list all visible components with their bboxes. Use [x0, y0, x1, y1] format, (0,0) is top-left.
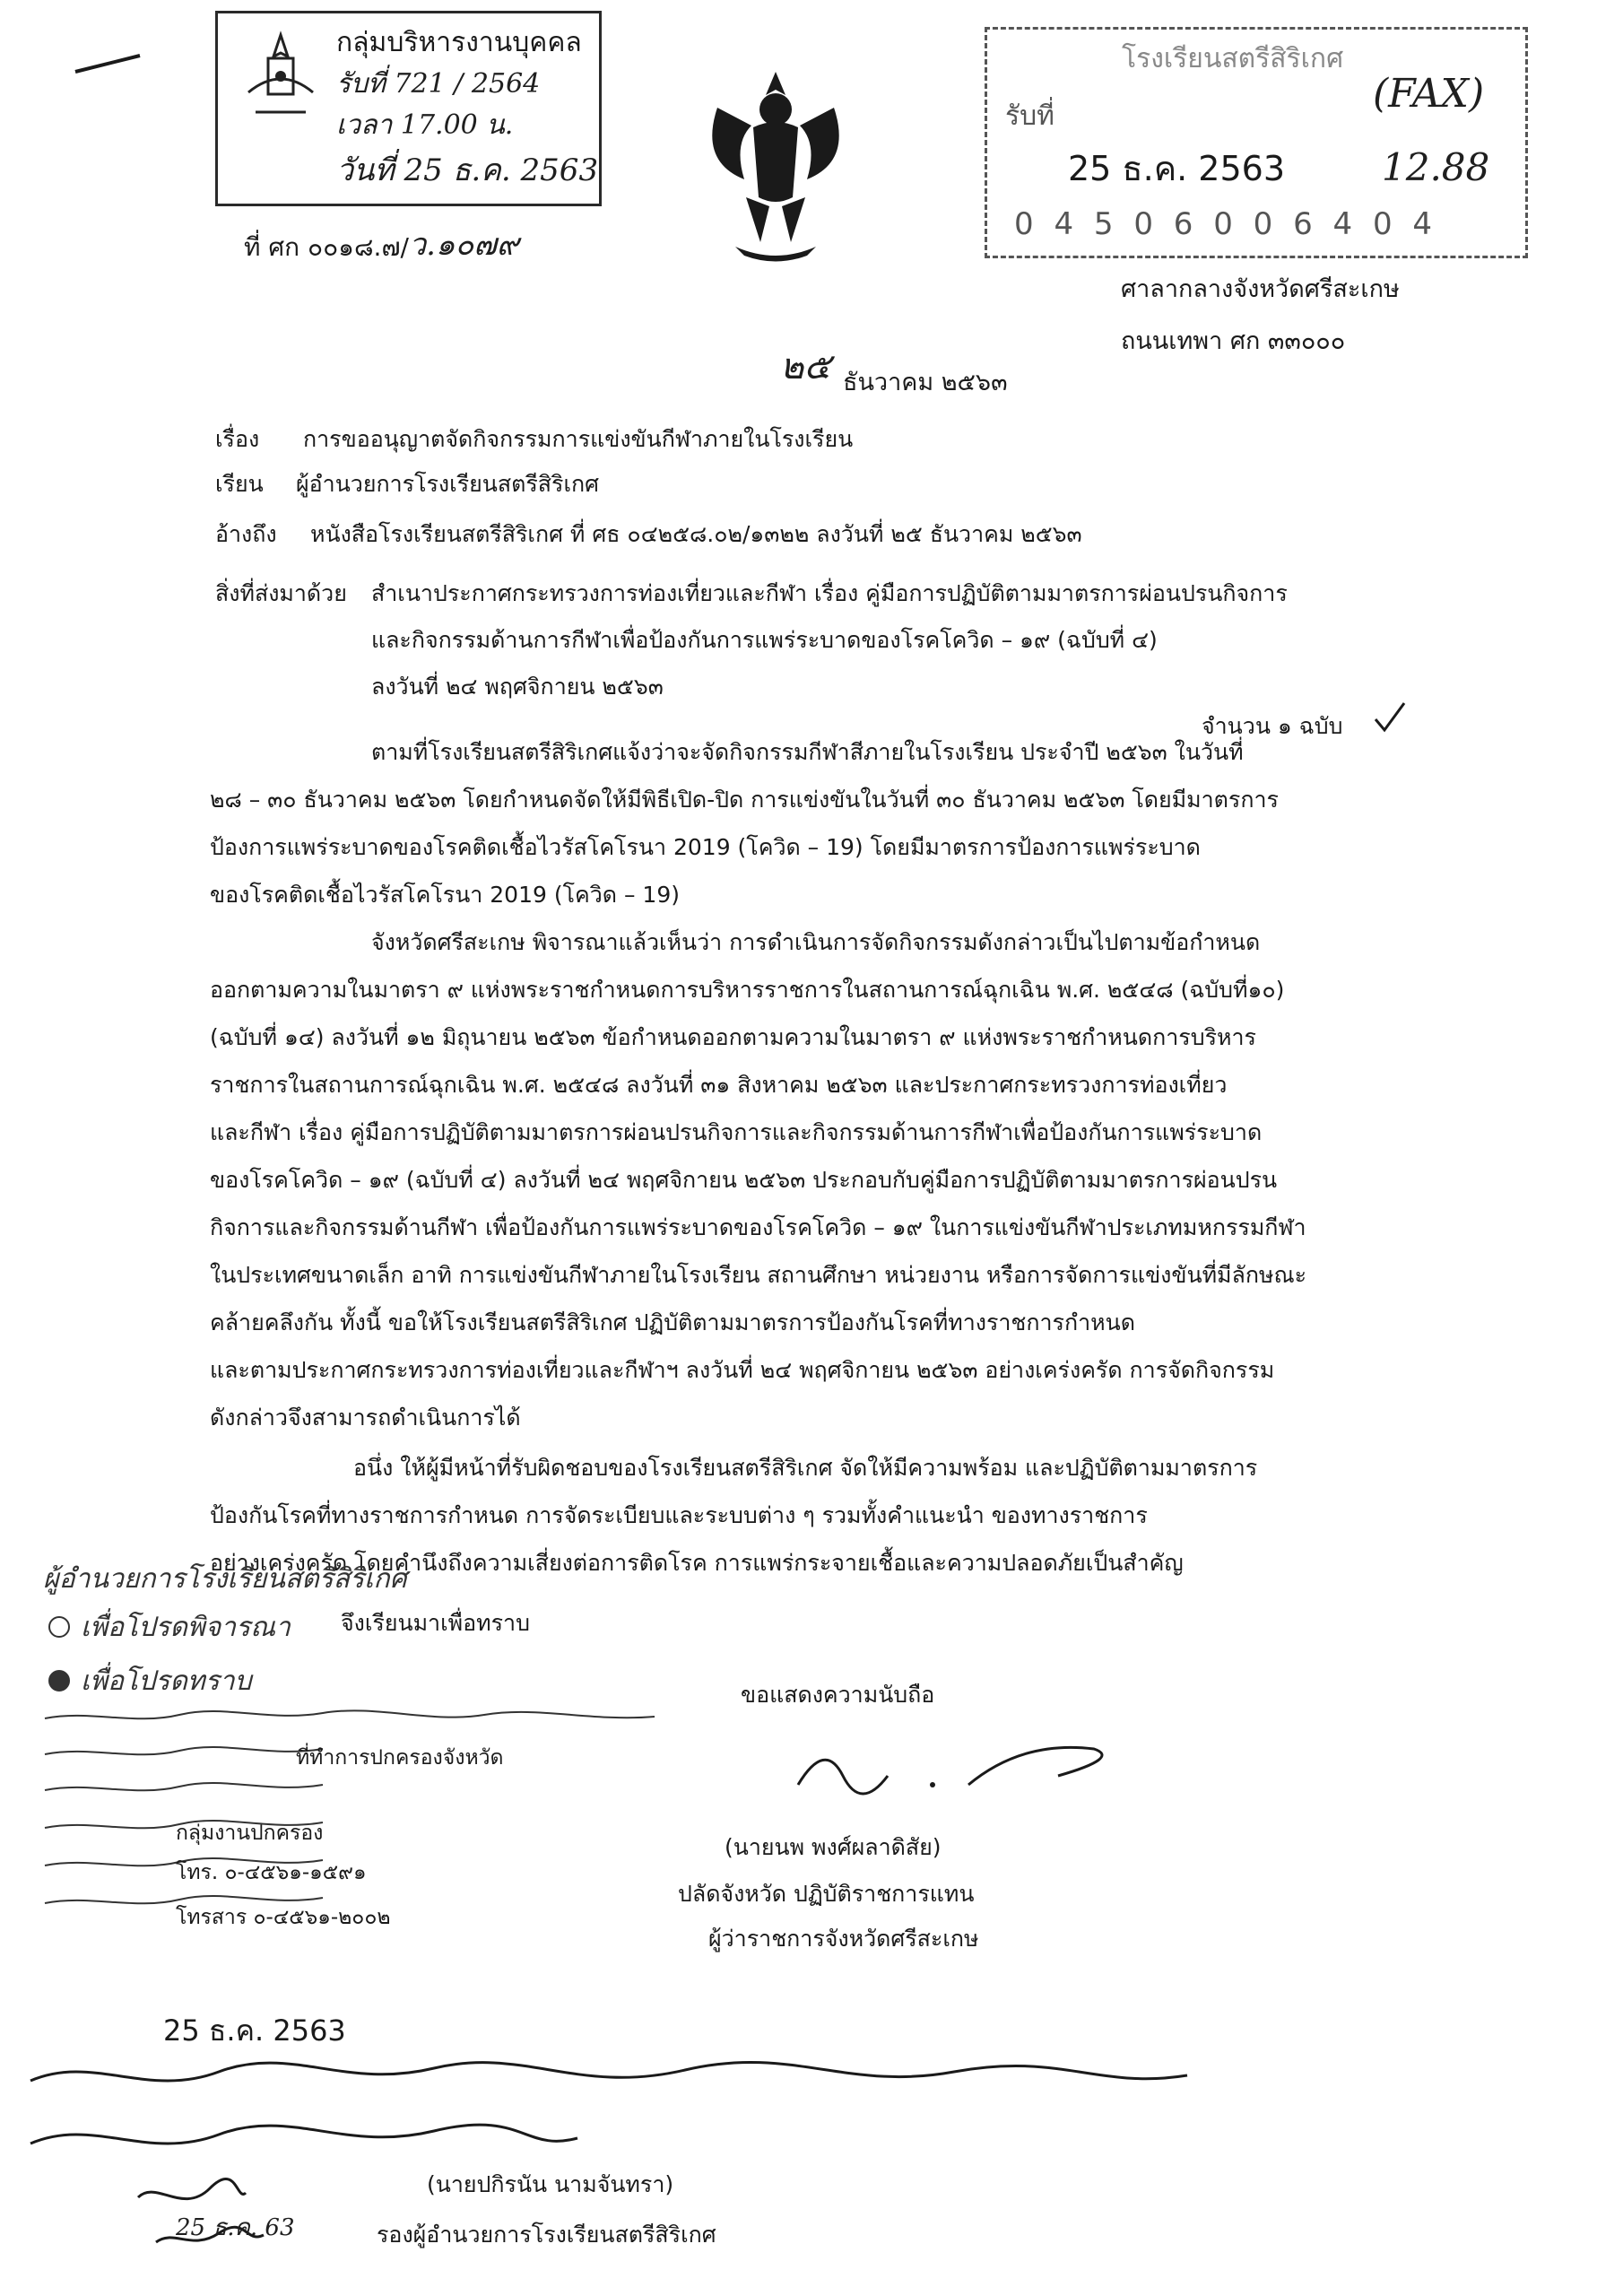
closing-regards: ขอแสดงความนับถือ [741, 1682, 935, 1708]
emblem-icon [239, 30, 322, 128]
stamp-left-org: กลุ่มบริหารงานบุคคล [336, 27, 582, 58]
signer-title: ปลัดจังหวัด ปฏิบัติราชการแทน [678, 1881, 975, 1907]
enclosure-label: สิ่งที่ส่งมาด้วย [215, 580, 347, 606]
paragraph-line: อย่างเคร่งครัด โดยคำนึงถึงความเสี่ยงต่อการติดโรค การแพร่กระจายเชื้อและความปลอดภัยเป็นสำคัญ [210, 1550, 1184, 1576]
date-text: ธันวาคม ๒๕๖๓ [843, 369, 1008, 396]
signer-name: (นายนพ พงศ์ผลาดิสัย) [725, 1834, 942, 1860]
paragraph-line: ออกตามความในมาตรา ๙ แห่งพระราชกำหนดการบริหารราชการในสถานการณ์ฉุกเฉิน พ.ศ. ๒๕๔๘ (ฉบับที่๑๐) [210, 977, 1285, 1003]
stamp-right-date: 25 ธ.ค. 2563 [1068, 149, 1285, 188]
paragraph-line: จังหวัดศรีสะเกษ พิจารณาแล้วเห็นว่า การดำเนินการจัดกิจกรรมดังกล่าวเป็นไปตามข้อกำหนด [371, 929, 1261, 955]
enclosure-line: ลงวันที่ ๒๔ พฤศจิกายน ๒๕๖๓ [371, 674, 664, 700]
option-circle-checked-icon [48, 1670, 70, 1692]
deputy-date-handwritten: 25 ธ.ค. 63 [176, 2214, 295, 2241]
paragraph-line: ของโรคโควิด – ๑๙ (ฉบับที่ ๔) ลงวันที่ ๒๔ พฤศจิกายน ๒๕๖๓ ประกอบกับคู่มือการปฏิบัติตามมาตรการผ่อนปรน [210, 1167, 1278, 1193]
annotation-header: ผู้อำนวยการโรงเรียนสตรีสิริเกศ [43, 1563, 407, 1595]
paragraph-line: ตามที่โรงเรียนสตรีสิริเกศแจ้งว่าจะจัดกิจกรรมกีฬาสีภายในโรงเรียน ประจำปี ๒๕๖๓ ในวันที่ [371, 739, 1244, 765]
reference-label: อ้างถึง [215, 521, 277, 547]
footer-phone: โทร. ๐-๔๕๖๑-๑๕๙๑ [176, 1861, 367, 1884]
paragraph-line: ของโรคติดเชื้อไวรัสโคโรนา 2019 (โควิด – 19) [210, 882, 680, 908]
annotation-date-stamp: 25 ธ.ค. 2563 [163, 2013, 346, 2048]
paragraph-line: ราชการในสถานการณ์ฉุกเฉิน พ.ศ. ๒๕๔๘ ลงวันที่ ๓๑ สิงหาคม ๒๕๖๓ และประกาศกระทรวงการท่องเที่ยว [210, 1072, 1228, 1098]
stamp-right-received-label: รับที่ [1005, 100, 1055, 132]
enclosure-count: จำนวน ๑ ฉบับ [1202, 713, 1343, 739]
stamp-right-number: 0 4 5 0 6 0 0 6 4 0 4 [1014, 206, 1438, 242]
paragraph-line: (ฉบับที่ ๑๔) ลงวันที่ ๑๒ มิถุนายน ๒๕๖๓ ข้อกำหนดออกตามความในมาตรา ๙ แห่งพระราชกำหนดการบริหาร [210, 1024, 1256, 1050]
office-name: ศาลากลางจังหวัดศรีสะเกษ [1121, 275, 1400, 303]
office-address: ถนนเทพา ศก ๓๓๐๐๐ [1121, 327, 1346, 355]
footer-fax: โทรสาร ๐-๔๕๖๑-๒๐๐๒ [176, 1906, 391, 1929]
to-label: เรียน [215, 471, 264, 497]
paragraph-line: ป้องการแพร่ระบาดของโรคติดเชื้อไวรัสโคโรนา 2019 (โควิด – 19) โดยมีมาตรการป้องการแพร่ระบาด [210, 834, 1201, 860]
body-paragraph-1 [210, 728, 1384, 918]
paragraph-line: อนึ่ง ให้ผู้มีหน้าที่รับผิดชอบของโรงเรียนสตรีสิริเกศ จัดให้มีความพร้อม และปฏิบัติตามมาตรการ [353, 1455, 1258, 1481]
receipt-stamp-left [215, 11, 602, 206]
closing-inform: จึงเรียนมาเพื่อทราบ [341, 1610, 530, 1636]
stamp-left-received: รับที่ 721 / 2564 [336, 68, 541, 100]
enclosure-line: และกิจกรรมด้านการกีฬาเพื่อป้องกันการแพร่ระบาดของโรคโควิด – ๑๙ (ฉบับที่ ๔) [371, 627, 1158, 653]
body-paragraph-2 [210, 918, 1384, 1441]
document-number: ที่ ศก ๐๐๑๘.๗/ [244, 232, 409, 262]
subject: การขออนุญาตจัดกิจกรรมการแข่งขันกีฬาภายในโรงเรียน [303, 426, 854, 452]
stamp-left-time: เวลา 17.00 น. [336, 109, 514, 141]
margin-mark [72, 50, 143, 77]
footer-group: กลุ่มงานปกครอง [176, 1822, 324, 1845]
handwritten-note-scribble [36, 1702, 664, 1926]
paragraph-line: ป้องกันโรคที่ทางราชการกำหนด การจัดระเบียบและระบบต่าง ๆ รวมทั้งคำแนะนำ ของทางราชการ [210, 1502, 1148, 1528]
signature [789, 1722, 1130, 1821]
option-circle-icon [48, 1616, 70, 1638]
subject-label: เรื่อง [215, 426, 260, 452]
signer-title-2: ผู้ว่าราชการจังหวัดศรีสะเกษ [708, 1926, 979, 1952]
deputy-name: (นายปกิรนัน นามจันทรา) [427, 2171, 674, 2197]
reference: หนังสือโรงเรียนสตรีสิริเกศ ที่ ศธ ๐๔๒๕๘.๐๒/๑๓๒๒ ลงวันที่ ๒๕ ธันวาคม ๒๕๖๓ [310, 521, 1082, 547]
annotation-option-consider: เพื่อโปรดพิจารณา [81, 1612, 291, 1643]
enclosure-line: สำเนาประกาศกระทรวงการท่องเที่ยวและกีฬา เรื่อง คู่มือการปฏิบัติตามมาตรการผ่อนปรนกิจการ [371, 580, 1288, 606]
paragraph-line: ดังกล่าวจึงสามารถดำเนินการได้ [210, 1405, 521, 1431]
stamp-left-date: วันที่ 25 ธ.ค. 2563 [336, 152, 599, 188]
footer-office: ที่ทำการปกครองจังหวัด [296, 1746, 504, 1770]
paragraph-line: กิจการและกิจกรรมด้านกีฬา เพื่อป้องกันการแพร่ระบาดของโรคโควิด – ๑๙ ในการแข่งขันกีฬาประเภทมหกรรมกีฬา [210, 1214, 1306, 1240]
annotation-option-inform: เพื่อโปรดทราบ [81, 1665, 252, 1697]
paragraph-line: และกีฬา เรื่อง คู่มือการปฏิบัติตามมาตรการผ่อนปรนกิจการและกิจกรรมด้านการกีฬาเพื่อป้องกันการแพร่ระบาด [210, 1119, 1263, 1145]
paragraph-line: และตามประกาศกระทรวงการท่องเที่ยวและกีฬาฯ ลงวันที่ ๒๔ พฤศจิกายน ๒๕๖๓ อย่างเคร่งครัด การจัดกิจกรรม [210, 1357, 1275, 1383]
paragraph-line: คล้ายคลึงกัน ทั้งนี้ ขอให้โรงเรียนสตรีสิริเกศ ปฏิบัติตามมาตรการป้องกันโรคที่ทางราชการกำหนด [210, 1309, 1135, 1335]
paragraph-line: ๒๘ – ๓๐ ธันวาคม ๒๕๖๓ โดยกำหนดจัดให้มีพิธีเปิด-ปิด การแข่งขันในวันที่ ๓๐ ธันวาคม ๒๕๖๓ โดยมีมาตรการ [210, 787, 1279, 813]
receipt-stamp-right [985, 27, 1528, 258]
stamp-right-fax: (FAX) [1373, 71, 1485, 117]
stamp-right-org: โรงเรียนสตรีสิริเกศ [1122, 43, 1344, 74]
deputy-title: รองผู้อำนวยการโรงเรียนสตรีสิริเกศ [377, 2222, 716, 2248]
recipient: ผู้อำนวยการโรงเรียนสตรีสิริเกศ [296, 471, 600, 497]
paragraph-line: ในประเทศขนาดเล็ก อาทิ การแข่งขันกีฬาภายในโรงเรียน สถานศึกษา หน่วยงาน หรือการจัดการแข่งขันที่มีลักษณะ [210, 1262, 1307, 1288]
stamp-right-time: 12.88 [1382, 145, 1490, 189]
garuda-emblem-icon [681, 63, 870, 269]
date-day: ๒๕ [780, 346, 831, 387]
document-number-handwritten: ว.๑๐๗๙ [409, 227, 519, 263]
